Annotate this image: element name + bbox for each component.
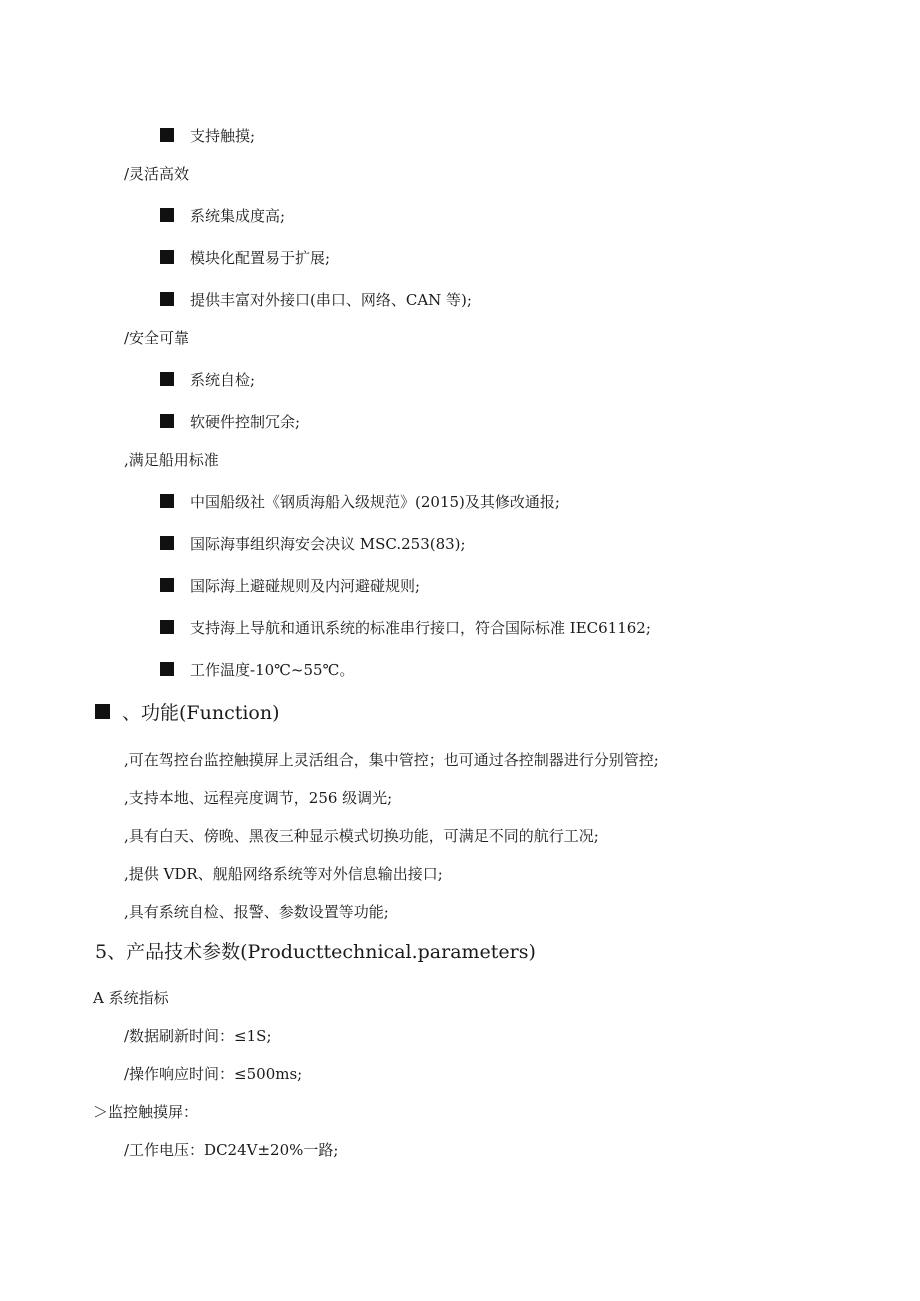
item-text: 工作温度-10℃~55℃。 bbox=[190, 661, 355, 679]
bullet-square-icon bbox=[160, 536, 174, 550]
function-title: 、功能(Function) bbox=[122, 702, 280, 724]
bullet-square-icon bbox=[160, 578, 174, 592]
bullet-square-icon bbox=[160, 128, 174, 142]
item-text: 模块化配置易于扩展; bbox=[190, 249, 331, 267]
bullet-square-icon bbox=[160, 662, 174, 676]
bullet-square-icon bbox=[160, 620, 174, 634]
item-text: 系统自检; bbox=[190, 371, 256, 389]
bullet-square-icon bbox=[160, 372, 174, 386]
list-item bbox=[160, 576, 420, 596]
subsection-title: A 系统指标 bbox=[93, 989, 169, 1007]
tech-heading: 5、产品技术参数(Producttechnical.parameters) bbox=[95, 941, 536, 963]
item-text: 国际海上避碰规则及内河避碰规则; bbox=[190, 577, 421, 595]
subsection-title: ＞监控触摸屏： bbox=[93, 1103, 199, 1121]
item-text: 提供丰富对外接口(串口、网络、CAN 等); bbox=[190, 291, 472, 309]
section-title: ,满足船用标准 bbox=[124, 451, 219, 469]
bullet-square-icon bbox=[160, 292, 174, 306]
bullet-square-icon bbox=[160, 494, 174, 508]
list-item: /工作电压：DC24V±20%一路; bbox=[124, 1141, 339, 1159]
list-item bbox=[160, 660, 354, 680]
list-item: ,具有系统自检、报警、参数设置等功能; bbox=[124, 903, 389, 921]
list-item bbox=[160, 248, 330, 268]
list-item bbox=[160, 290, 472, 310]
list-item bbox=[160, 206, 285, 226]
item-text: 支持海上导航和通讯系统的标准串行接口，符合国际标准 IEC61162; bbox=[190, 619, 651, 637]
function-heading bbox=[95, 701, 280, 725]
list-item: ,具有白天、傍晚、黑夜三种显示模式切换功能，可满足不同的航行工况; bbox=[124, 827, 599, 845]
list-item: /数据刷新时间：≤1S; bbox=[124, 1027, 272, 1045]
item-text: 国际海事组织海安会决议 MSC.253(83); bbox=[190, 535, 466, 553]
item-text: 系统集成度高; bbox=[190, 207, 286, 225]
item-text: 支持触摸; bbox=[190, 127, 256, 145]
section-title: /灵活高效 bbox=[124, 165, 190, 183]
bullet-square-icon bbox=[160, 250, 174, 264]
item-text: 中国船级社《钢质海船入级规范》(2015)及其修改通报; bbox=[190, 493, 560, 511]
list-item: /操作响应时间：≤500ms; bbox=[124, 1065, 303, 1083]
heading-square-icon bbox=[95, 704, 110, 719]
list-item: ,提供 VDR、舰船网络系统等对外信息输出接口; bbox=[124, 865, 443, 883]
bullet-square-icon bbox=[160, 414, 174, 428]
section-title: /安全可靠 bbox=[124, 329, 190, 347]
list-item bbox=[160, 126, 255, 146]
list-item bbox=[160, 370, 255, 390]
list-item bbox=[160, 492, 560, 512]
item-text: 软硬件控制冗余; bbox=[190, 413, 301, 431]
list-item bbox=[160, 618, 651, 638]
list-item bbox=[160, 534, 466, 554]
list-item: ,支持本地、远程亮度调节，256 级调光; bbox=[124, 789, 393, 807]
bullet-square-icon bbox=[160, 208, 174, 222]
list-item: ,可在驾控台监控触摸屏上灵活组合，集中管控；也可通过各控制器进行分别管控; bbox=[124, 751, 659, 769]
list-item bbox=[160, 412, 300, 432]
